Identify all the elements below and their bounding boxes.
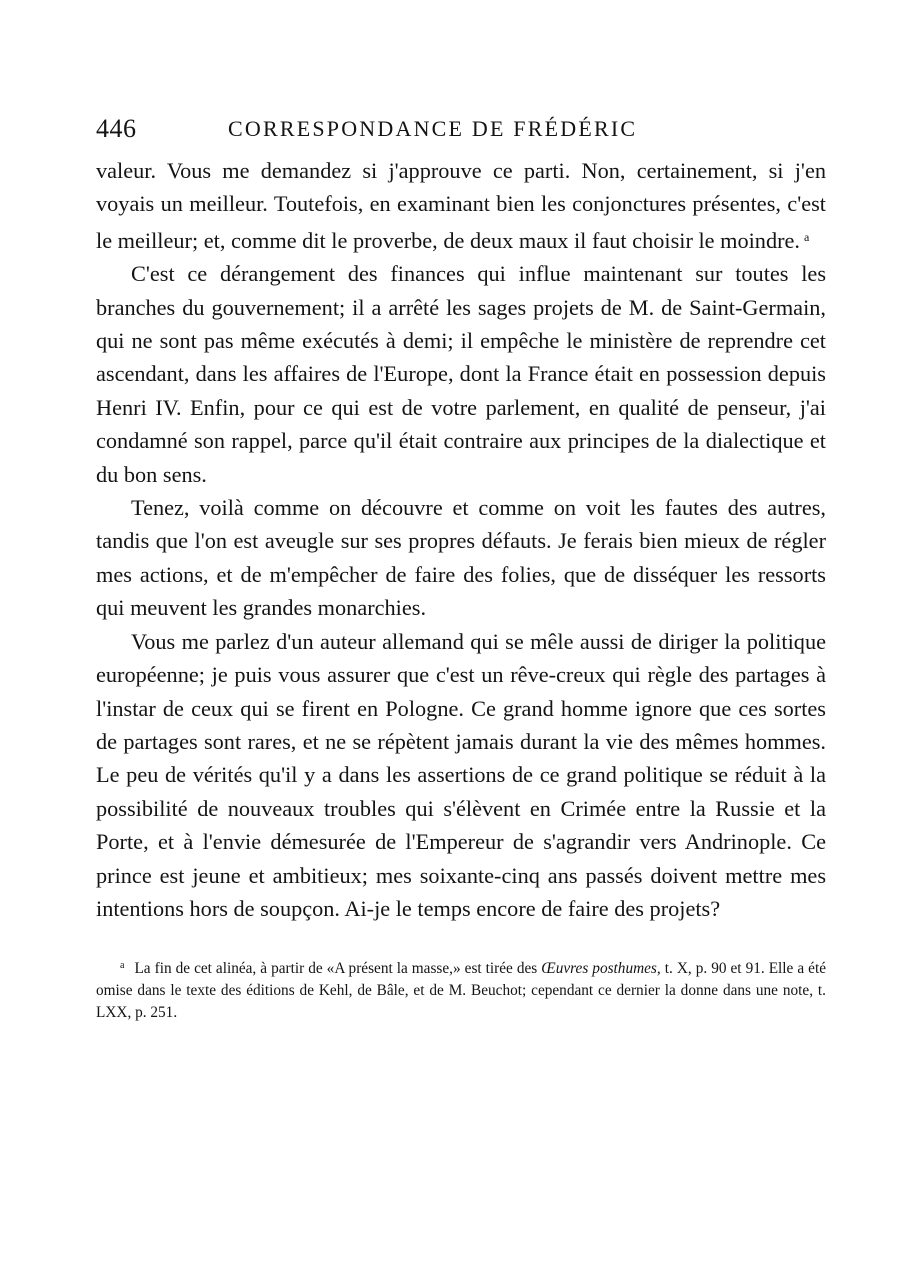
paragraph-text: Tenez, voilà comme on découvre et comme on voit les fautes des autres, tandis que l'on est aveugle sur ses propres défauts. Je ferais bien mieux de régler mes actions, et de m'empêcher de faire des folies, que de disséquer les ressorts qui meuvent les grandes monarchies. (96, 495, 826, 621)
footnote-text-after: , t. X, p. 90 et 91. Elle a été omise dans le texte des éditions de Kehl, de Bâle, et de M. Beuchot; cependant ce dernier la donne dans une note, t. LXX, p. 251. (96, 960, 826, 1022)
paragraph (96, 491, 826, 625)
footnote-italic-title: Œuvres posthumes (541, 960, 657, 978)
running-head (96, 110, 826, 150)
footnotes (96, 955, 826, 1024)
footnote-mark: a (120, 960, 125, 972)
footnote-reference: a (804, 229, 810, 244)
running-title: CORRESPONDANCE DE FRÉDÉRIC (228, 116, 638, 141)
body-text (96, 154, 826, 925)
footnote-text-before: La fin de cet alinéa, à partir de «A présent la masse,» est tirée des (134, 960, 542, 978)
paragraph (96, 625, 826, 926)
paragraph-continuation (96, 154, 826, 257)
paragraph-text: C'est ce dérangement des finances qui influe maintenant sur toutes les branches du gouvernement; il a arrêté les sages projets de M. de Saint-Germain, qui ne sont pas même exécutés à demi; il empêche le ministère de reprendre cet ascendant, dans les affaires de l'Europe, dont la France était en possession depuis Henri IV. Enfin, pour ce qui est de votre parlement, en qualité de penseur, j'ai condamné son rappel, parce qu'il était contraire aux principes de la dialectique et du bon sens. (96, 261, 826, 487)
paragraph-text: valeur. Vous me demandez si j'approuve ce parti. Non, certainement, si j'en voyais un meilleur. Toutefois, en examinant bien les conjonctures présentes, c'est le meilleur; et, comme dit le proverbe, de deux maux il faut choisir le moindre. (96, 158, 826, 253)
paragraph-text: Vous me parlez d'un auteur allemand qui se mêle aussi de diriger la politique européenne; je puis vous assurer que c'est un rêve-creux qui règle des partages à l'instar de ceux qui se firent en Pologne. Ce grand homme ignore que ces sortes de partages sont rares, et ne se répètent jamais durant la vie des mêmes hommes. Le peu de vérités qu'il y a dans les assertions de ce grand politique se réduit à la possibilité de nouveaux troubles qui s'élèvent en Crimée entre la Russie et la Porte, et à l'envie démesurée de l'Empereur de s'agrandir vers Andrinople. Ce prince est jeune et ambitieux; mes soixante-cinq ans passés doivent mettre mes intentions hors de soupçon. Ai-je le temps encore de faire des projets? (96, 628, 826, 921)
footnote (96, 955, 826, 1024)
book-page (96, 110, 826, 1024)
page-number: 446 (96, 114, 137, 143)
paragraph (96, 257, 826, 491)
